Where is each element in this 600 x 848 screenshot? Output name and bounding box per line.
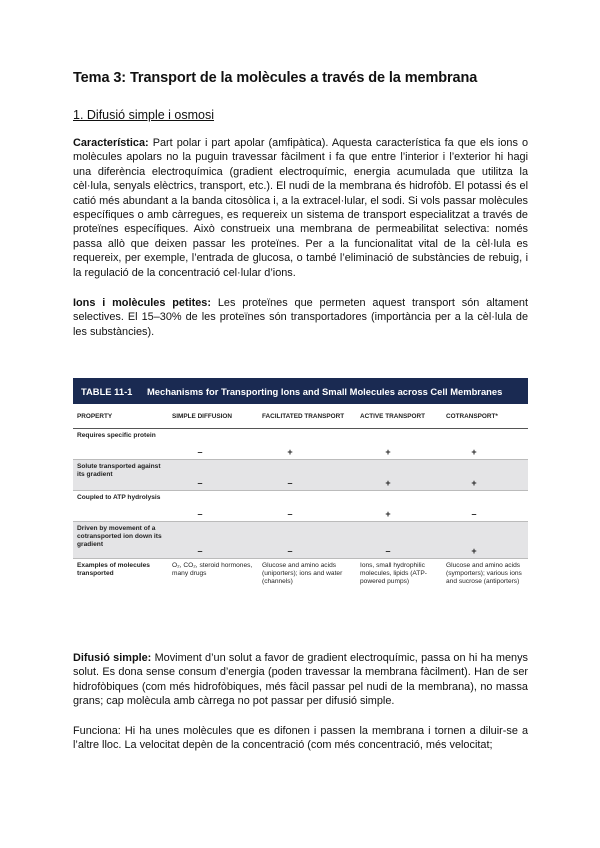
- column-header: PROPERTY: [73, 406, 168, 429]
- table-cell: –: [197, 447, 203, 457]
- paragraph-label: Difusió simple:: [73, 652, 152, 664]
- paragraph-text: Part polar i part apolar (amfipàtica). Aquesta característica fa que els ions o molècules apolars no la puguin travessar fàcilment i fa que entre l’interior i l’exterior hi hagi una diferència electroquímica (gradient electroquímic, energia acumulada que utilitza la cèl·lula, senyals elèctrics, transport, etc.). El nudi de la membrana és hidrofòb. El potassi és el catió més abundant a la banda citosòlica i, a la extracel·lular, el sodi. Si vols passar molècules específiques o amb càrregues, es requereix un sistema de transport especialitzat a través de proteïnes específiques. Això construeix una membrana de permeabilitat selectiva: només passa allò que deixen passar les proteïnes. Per a la funcionalitat vital de la cèl·lula es requereix, per exemple, l’entrada de glucosa, o també l’eliminació de substàncies de rebuig, i la regulació de la concentració cel·lular d’ions.: [73, 137, 528, 279]
- table-row: [73, 460, 528, 491]
- row-property: Solute transported against its gradient: [73, 460, 168, 491]
- table-id: TABLE 11-1: [81, 385, 133, 397]
- mechanisms-table: [73, 406, 528, 601]
- table-cell: O₂, CO₂, steroid hormones, many drugs: [172, 562, 253, 577]
- paragraph-difusio-simple: [73, 651, 528, 709]
- table-row: [73, 522, 528, 559]
- table-cell: Ions, small hydrophilic molecules, lipids (ATP-powered pumps): [360, 562, 427, 585]
- table-cell: –: [385, 546, 391, 556]
- table-caption: Mechanisms for Transporting Ions and Small Molecules across Cell Membranes: [147, 385, 503, 397]
- table-cell: –: [287, 546, 293, 556]
- table-cell: –: [287, 478, 293, 488]
- table-figure-header: [73, 378, 528, 404]
- table-cell: +: [471, 447, 477, 457]
- paragraph-ions: [73, 296, 528, 339]
- row-property: Examples of molecules transported: [77, 562, 150, 577]
- column-header: SIMPLE DIFFUSION: [168, 406, 258, 429]
- table-row: [73, 491, 528, 522]
- table-header-row: [73, 406, 528, 429]
- column-header: ACTIVE TRANSPORT: [356, 406, 442, 429]
- table-cell: –: [197, 509, 203, 519]
- table-cell: Glucose and amino acids (symporters); various ions and sucrose (antiporters): [446, 562, 522, 585]
- row-property: Requires specific protein: [73, 429, 168, 460]
- table-cell: –: [287, 509, 293, 519]
- table-cell: +: [287, 447, 293, 457]
- table-row: [73, 559, 528, 602]
- table-cell: +: [385, 509, 391, 519]
- table-figure: [73, 378, 528, 618]
- page-title: Tema 3: Transport de la molècules a través de la membrana: [73, 70, 478, 86]
- section-heading: 1. Difusió simple i osmosi: [73, 108, 215, 122]
- row-property: Coupled to ATP hydrolysis: [73, 491, 168, 522]
- column-header: COTRANSPORT*: [442, 406, 528, 429]
- table-cell: +: [385, 478, 391, 488]
- paragraph-label: Ions i molècules petites:: [73, 297, 211, 309]
- table-cell: +: [471, 478, 477, 488]
- table-cell: Glucose and amino acids (uniporters); ions and water (channels): [262, 562, 343, 585]
- paragraph-text: Les proteïnes que permeten aquest transport són altament selectives. El 15–30% de les proteïnes són transportadores (importància per a la cèl·lula de les substàncies).: [73, 297, 528, 338]
- table-cell: –: [197, 546, 203, 556]
- row-property: Driven by movement of a cotransported ion down its gradient: [73, 522, 168, 559]
- paragraph-text: Moviment d’un solut a favor de gradient electroquímic, passa on hi ha menys solut. Es dona sense consum d’energia (poden travessar la membrana fàcilment). Han de ser hidrofòbiques (com més hidrofòbiques, més fàcil passar pel nudi de la membrana), no massa grans; cap molècula amb càrrega no pot passar per difusió simple.: [73, 652, 528, 708]
- table-cell: –: [197, 478, 203, 488]
- table-cell: –: [471, 509, 477, 519]
- table-cell: +: [471, 546, 477, 556]
- column-header: FACILITATED TRANSPORT: [258, 406, 356, 429]
- table-row: [73, 429, 528, 460]
- table-cell: +: [385, 447, 391, 457]
- paragraph-funciona: Funciona: Hi ha unes molècules que es difonen i passen la membrana i tornen a diluir-se a l’altre lloc. La velocitat depèn de la concentració (com més concentració, més velocitat;: [73, 725, 528, 752]
- paragraph-caracteristica: [73, 136, 528, 280]
- paragraph-label: Característica:: [73, 137, 149, 149]
